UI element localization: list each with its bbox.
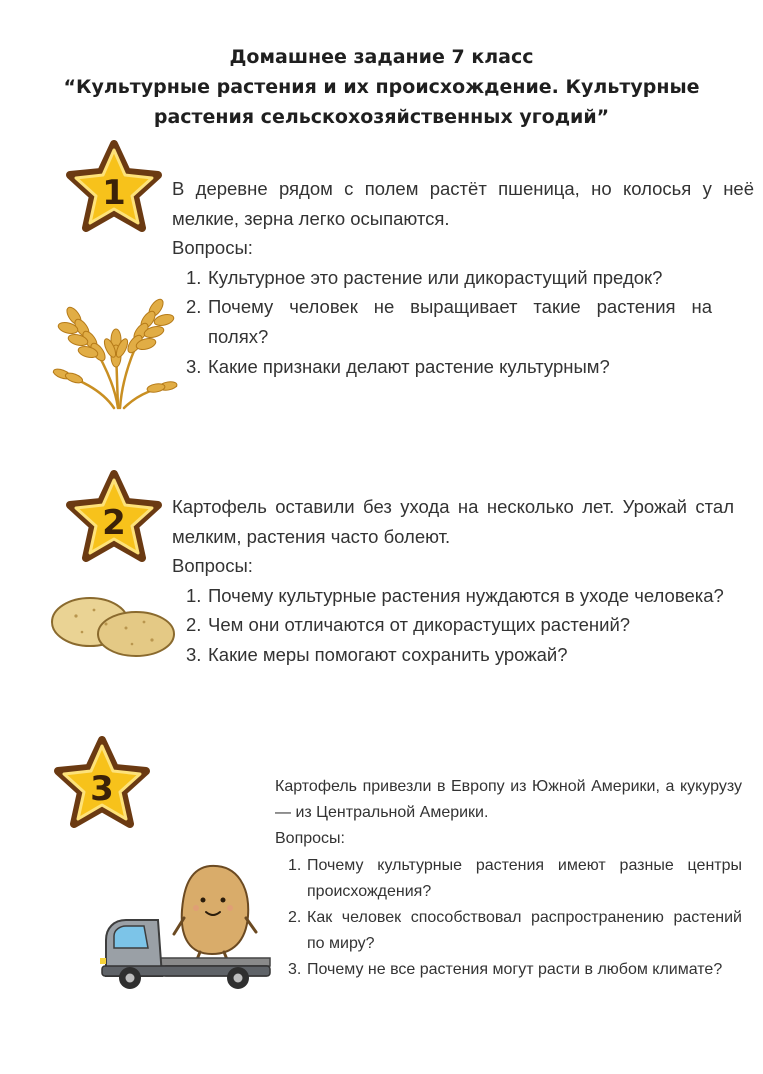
title-line-1: Домашнее задание 7 класс bbox=[229, 46, 534, 68]
questions-label: Вопросы: bbox=[275, 830, 345, 848]
potatoes-icon bbox=[48, 592, 178, 662]
wheat-icon bbox=[48, 290, 178, 415]
star-number: 3 bbox=[90, 769, 114, 809]
question-item: 2. Почему человек не выращивает такие растения на полях? bbox=[186, 296, 712, 347]
task-1 bbox=[172, 174, 754, 381]
star-number: 2 bbox=[102, 503, 126, 543]
question-item: 2. Чем они отличаются от дикорастущих растений? bbox=[186, 614, 631, 636]
task-2 bbox=[172, 492, 734, 670]
star-number-1-icon bbox=[64, 140, 164, 235]
star-number: 1 bbox=[102, 173, 126, 213]
star-number-2-icon bbox=[64, 470, 164, 565]
question-item: 1. Почему культурные растения нуждаются в уходе человека? bbox=[186, 584, 724, 606]
task-3 bbox=[275, 774, 742, 984]
question-item: 3. Какие признаки делают растение культурным? bbox=[186, 355, 610, 377]
page-title bbox=[0, 42, 763, 132]
title-line-2: “Культурные растения и их происхождение. Культурные bbox=[63, 76, 700, 98]
task-description: В деревне рядом с полем растёт пшеница, но колосья у неё мелкие, зерна легко осыпаются. bbox=[172, 178, 754, 229]
question-item: 3. Почему не все растения могут расти в любом климате? bbox=[288, 961, 723, 979]
question-item: 3. Какие меры помогают сохранить урожай? bbox=[186, 643, 568, 665]
question-item: 1. Почему культурные растения имеют разные центры происхождения? bbox=[288, 856, 742, 900]
question-item: 1. Культурное это растение или дикорастущий предок? bbox=[186, 266, 663, 288]
truck-with-potato-icon bbox=[100, 858, 272, 992]
questions-list bbox=[172, 581, 734, 670]
star-number-3-icon bbox=[52, 736, 152, 831]
questions-list bbox=[172, 263, 712, 381]
task-description: Картофель оставили без ухода на несколько лет. Урожай стал мелким, растения часто болеют. bbox=[172, 496, 734, 547]
task-description: Картофель привезли в Европу из Южной Америки, а кукурузу — из Центральной Америки. bbox=[275, 778, 742, 822]
title-line-3: растения сельскохозяйственных угодий” bbox=[153, 106, 610, 128]
question-item: 2. Как человек способствовал распространению растений по миру? bbox=[288, 909, 742, 953]
potato-character bbox=[174, 866, 256, 962]
questions-list bbox=[275, 853, 742, 984]
questions-label: Вопросы: bbox=[172, 237, 253, 259]
questions-label: Вопросы: bbox=[172, 555, 253, 577]
